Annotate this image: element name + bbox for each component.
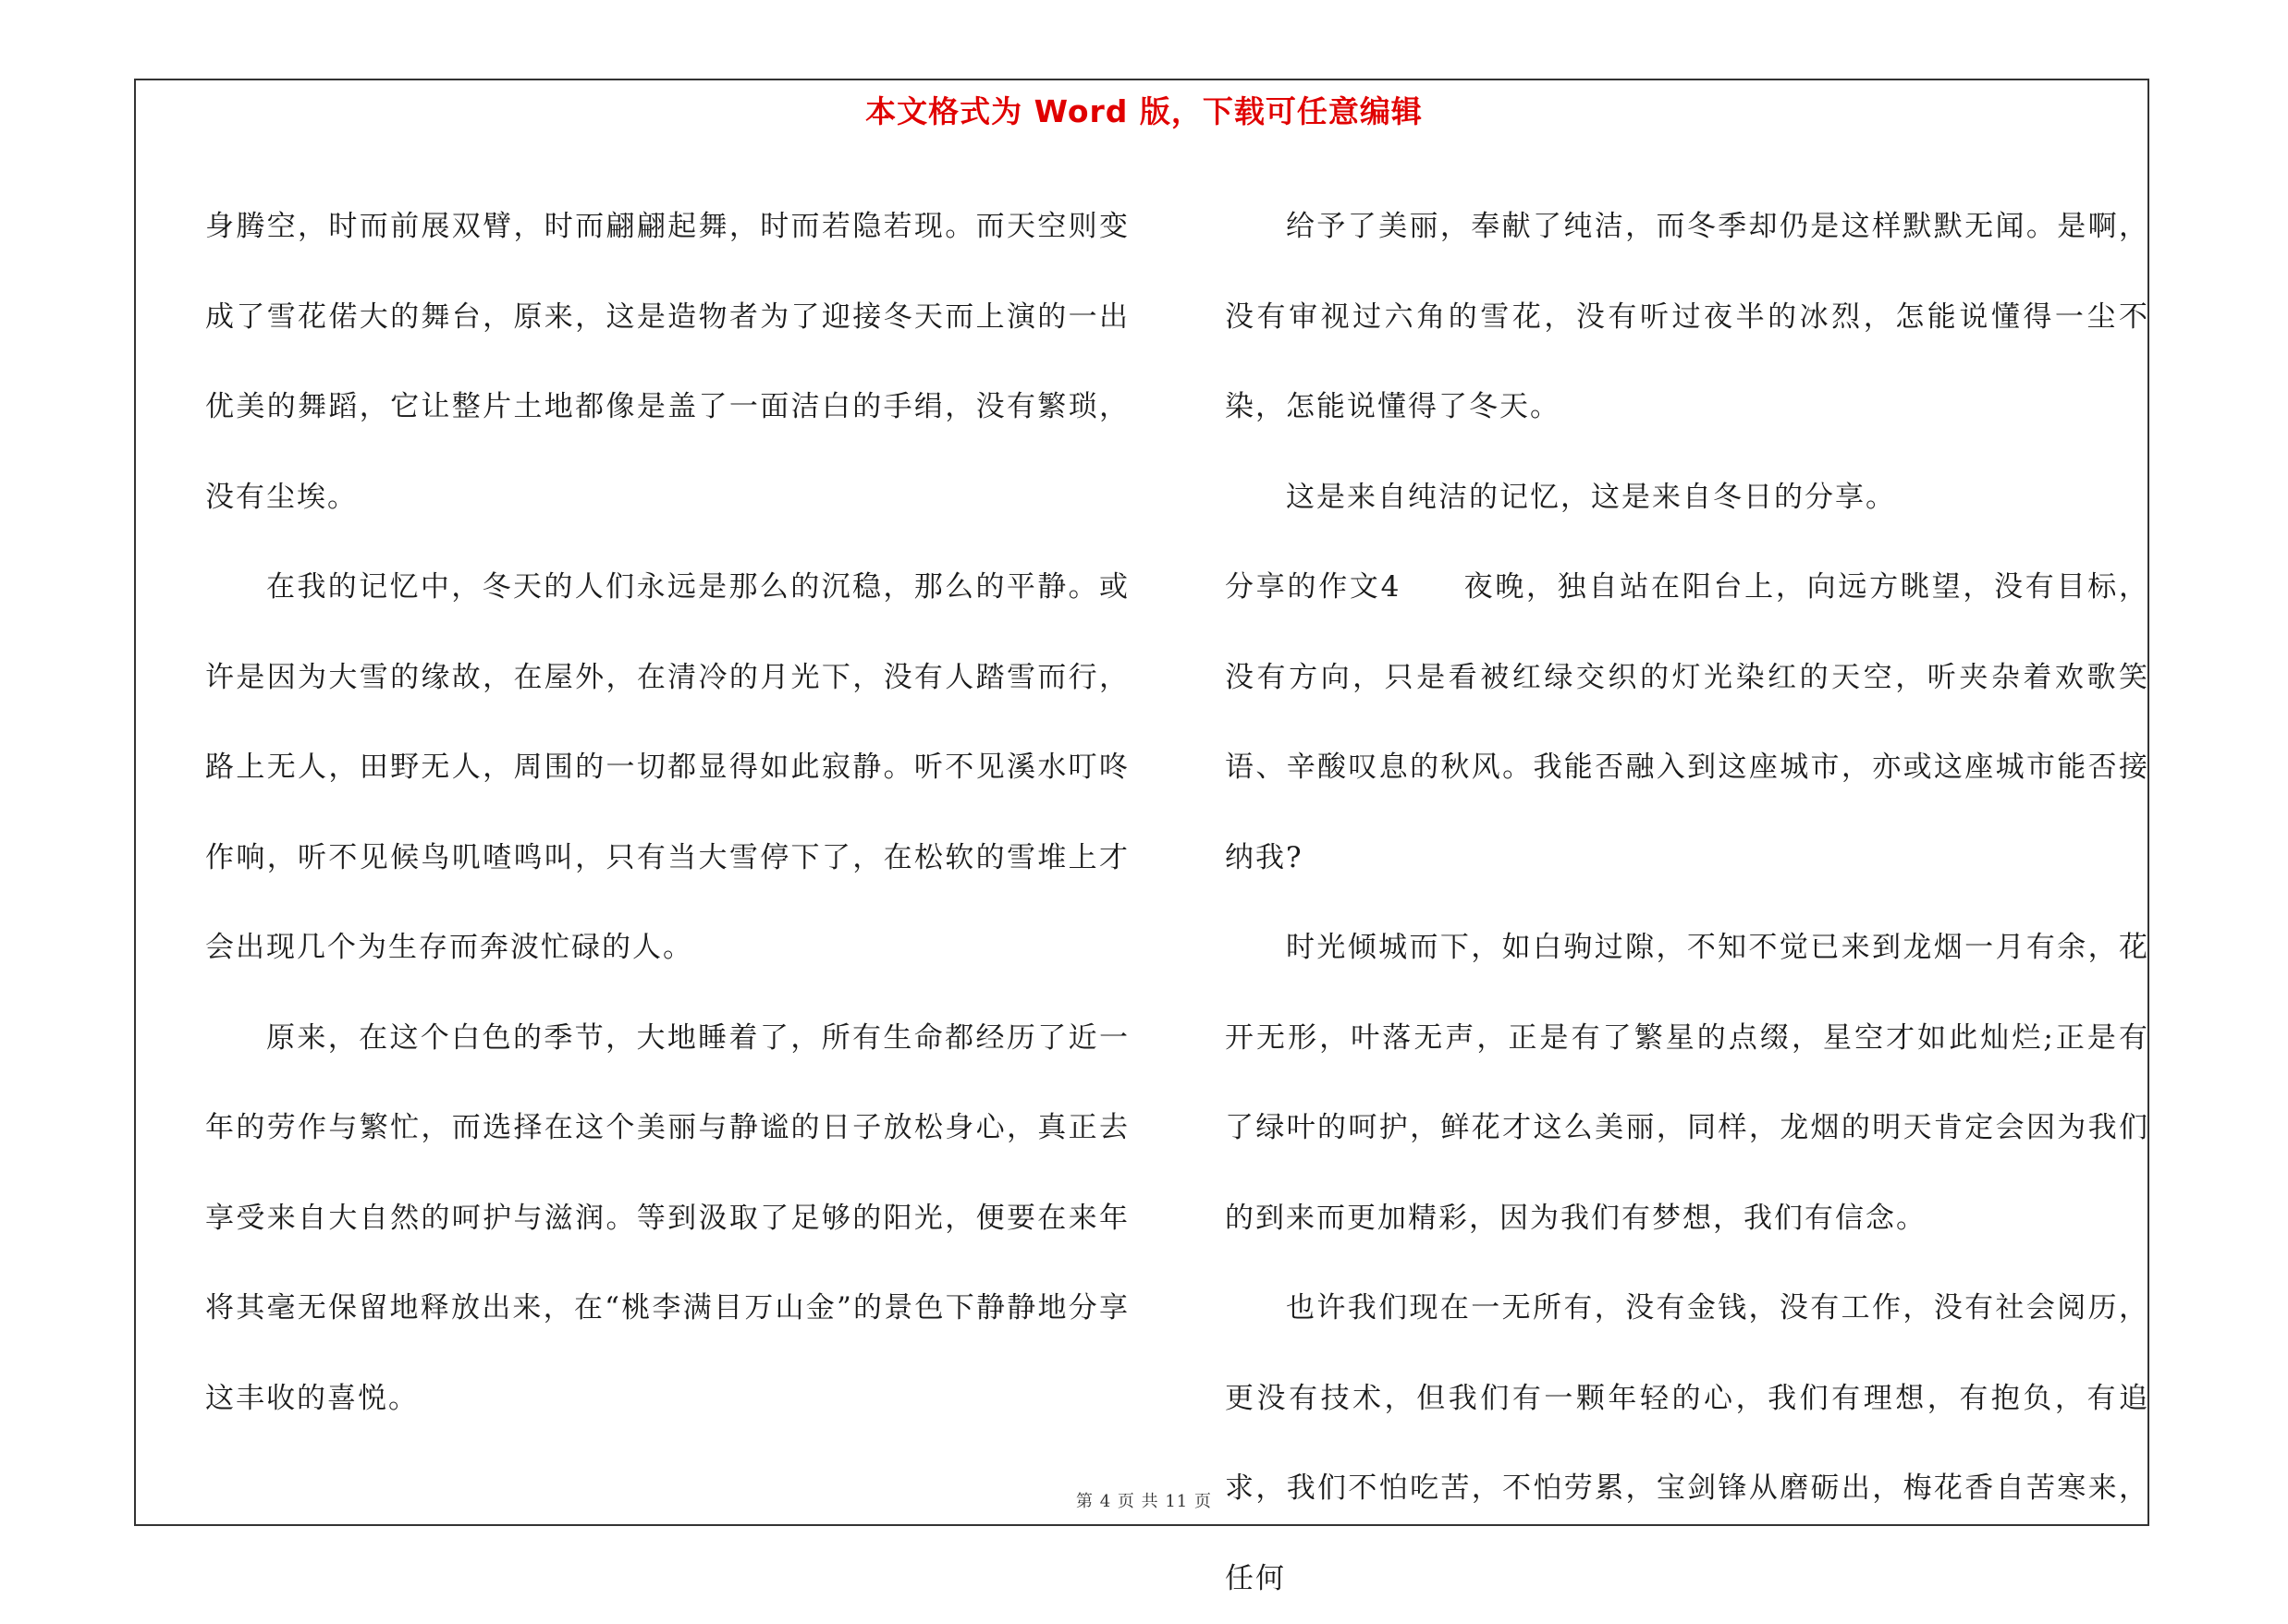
- paragraph: 也许我们现在一无所有，没有金钱，没有工作，没有社会阅历，更没有技术，但我们有一颗年轻的心，我们有理想，有抱负，有追求，我们不怕吃苦，不怕劳累，宝剑锋从磨砺出，梅花香自苦寒来，任何: [1225, 1291, 2149, 1595]
- paragraph: 身腾空，时而前展双臂，时而翩翩起舞，时而若隐若现。而天空则变成了雪花偌大的舞台，原来，这是造物者为了迎接冬天而上演的一出优美的舞蹈，它让整片土地都像是盖了一面洁白的手绢，没有繁琐，没有尘埃。: [205, 210, 1130, 514]
- paragraph: 这是来自纯洁的记忆，这是来自冬日的分享。: [1286, 480, 1896, 514]
- left-column: [205, 182, 1130, 1444]
- page-number-footer: 第 4 页 共 11 页: [1076, 1492, 1212, 1511]
- paragraph: 在我的记忆中，冬天的人们永远是那么的沉稳，那么的平静。或许是因为大雪的缘故，在屋外，在清冷的月光下，没有人踏雪而行，路上无人，田野无人，周围的一切都显得如此寂静。听不见溪水叮咚作响，听不见候鸟叽喳鸣叫，只有当大雪停下了，在松软的雪堆上才会出现几个为生存而奔波忙碌的人。: [205, 570, 1130, 964]
- paragraph: 分享的作文4 夜晚，独自站在阳台上，向远方眺望，没有目标，没有方向，只是看被红绿交织的灯光染红的天空，听夹杂着欢歌笑语、辛酸叹息的秋风。我能否融入到这座城市，亦或这座城市能否接纳我?: [1225, 570, 2149, 874]
- paragraph: 给予了美丽，奉献了纯洁，而冬季却仍是这样默默无闻。是啊，没有审视过六角的雪花，没有听过夜半的冰烈，怎能说懂得一尘不染，怎能说懂得了冬天。: [1225, 210, 2149, 423]
- right-column: [1225, 182, 2149, 1624]
- format-banner: 本文格式为 Word 版，下载可任意编辑: [865, 93, 1423, 129]
- paragraph: 原来，在这个白色的季节，大地睡着了，所有生命都经历了近一年的劳作与繁忙，而选择在这个美丽与静谧的日子放松身心，真正去享受来自大自然的呵护与滋润。等到汲取了足够的阳光，便要在来年将其毫无保留地释放出来，在“桃李满目万山金”的景色下静静地分享这丰收的喜悦。: [205, 1020, 1130, 1415]
- paragraph: 时光倾城而下，如白驹过隙，不知不觉已来到龙烟一月有余，花开无形，叶落无声，正是有了繁星的点缀，星空才如此灿烂;正是有了绿叶的呵护，鲜花才这么美丽，同样，龙烟的明天肯定会因为我们的到来而更加精彩，因为我们有梦想，我们有信念。: [1225, 931, 2149, 1235]
